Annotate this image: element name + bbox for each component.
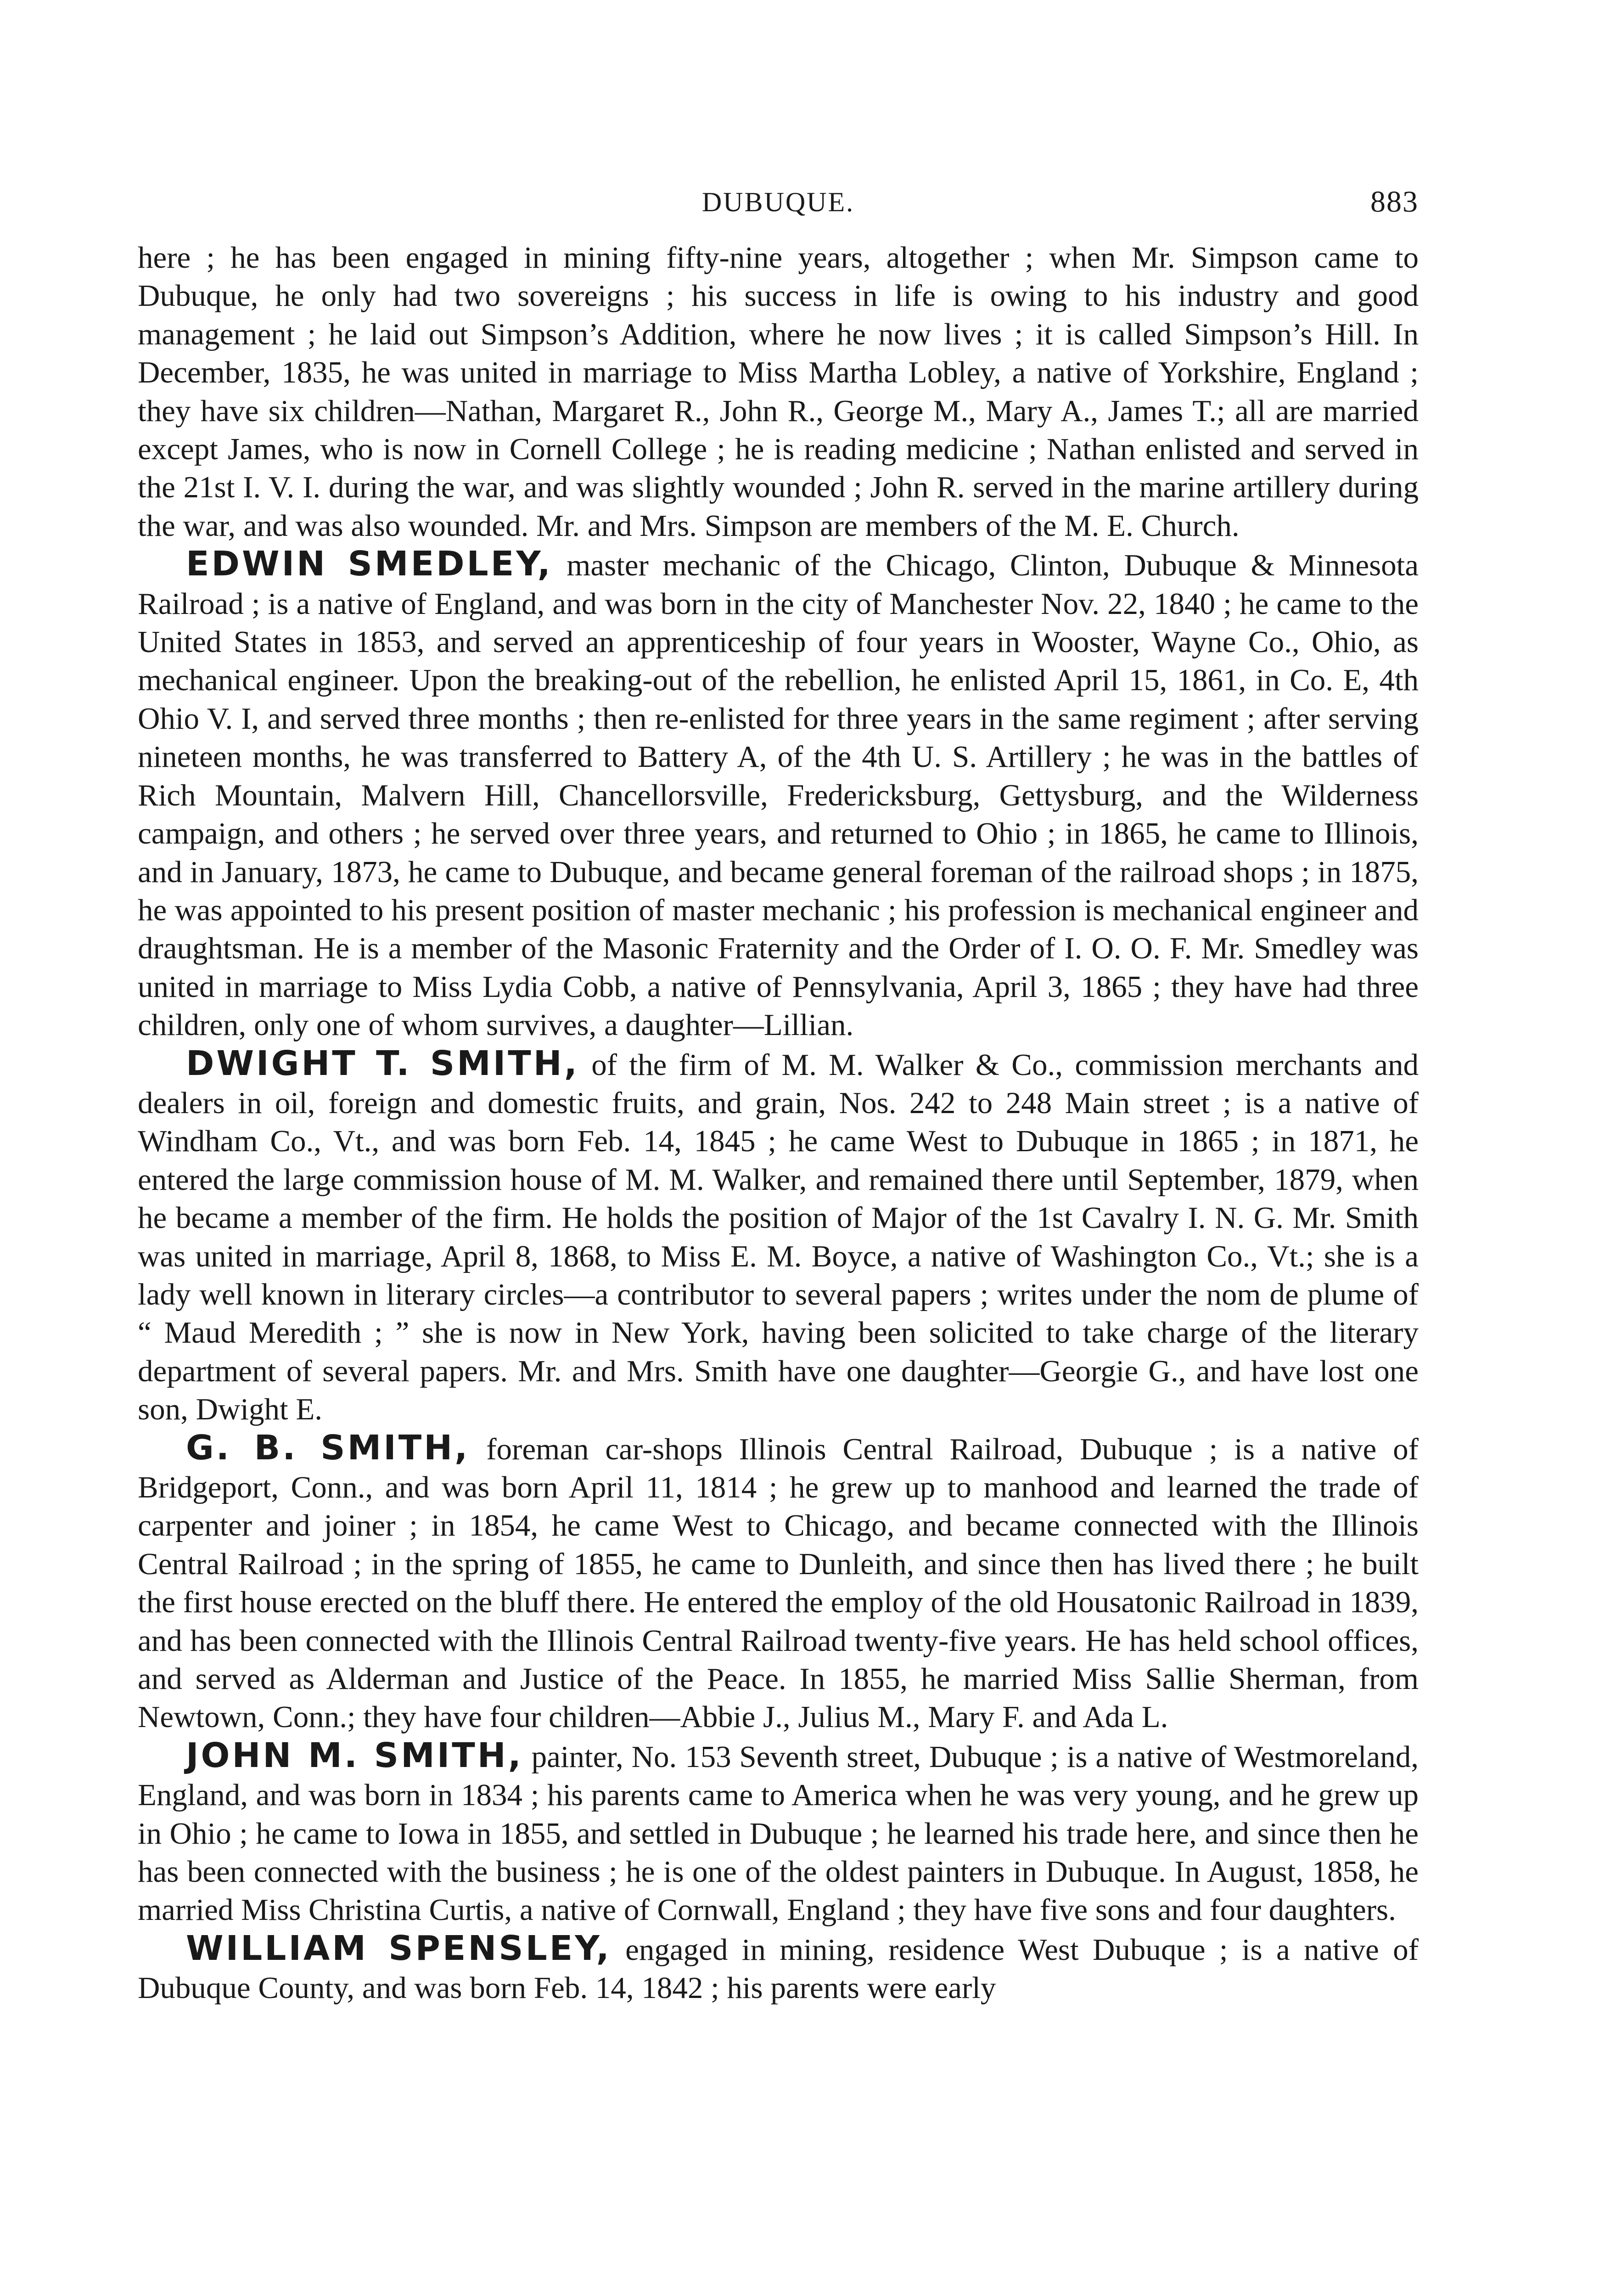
biography-entry (138, 545, 1419, 1044)
running-title: DUBUQUE. (701, 187, 855, 217)
entry-text: painter, No. 153 Seventh street, Dubuque ; is a native of Westmoreland, England, and was born in 1834 ; his parents came to America when he was very young, and he grew up in Ohio ; he came to Iowa in 1855, and settled in Dubuque ; he learned his trade here, and since then he has been connected with the business ; he is one of the oldest painters in Dubuque. In August, 1858, he married Miss Christina Curtis, a native of Cornwall, England ; they have five sons and four daughters. (138, 1739, 1419, 1927)
entry-text: foreman car-shops Illinois Central Railroad, Dubuque ; is a native of Bridgeport, Conn., and was born April 11, 1814 ; he grew up to manhood and learned the trade of carpenter and joiner ; in 1854, he came West to Chicago, and became connected with the Illinois Central Railroad ; in the spring of 1855, he came to Dunleith, and since then has lived there ; he built the first house erected on the bluff there. He entered the employ of the old Housatonic Railroad in 1839, and has been connected with the Illinois Central Railroad twenty-five years. He has held school offices, and served as Alderman and Justice of the Peace. In 1855, he married Miss Sallie Sherman, from Newtown, Conn.; they have four children—Abbie J., Julius M., Mary F. and Ada L. (138, 1432, 1419, 1734)
entry-text: engaged in mining, residence West Dubuque ; is a native of Dubuque County, and was born Feb. 14, 1842 ; his parents were early (138, 1932, 1419, 2005)
entry-text: of the firm of M. M. Walker & Co., commission merchants and dealers in oil, foreign and domestic fruits, and grain, Nos. 242 to 248 Main street ; is a native of Windham Co., Vt., and was born Feb. 14, 1845 ; he came West to Dubuque in 1865 ; in 1871, he entered the large commission house of M. M. Walker, and remained there until September, 1879, when he became a member of the firm. He holds the position of Major of the 1st Cavalry I. N. G. Mr. Smith was united in marriage, April 8, 1868, to Miss E. M. Boyce, a native of Washington Co., Vt.; she is a lady well known in literary circles—a contributor to several papers ; writes under the nom de plume of “ Maud Meredith ; ” she is now in New York, having been solicited to take charge of the literary department of several papers. Mr. and Mrs. Smith have one daughter—Georgie G., and have lost one son, Dwight E. (138, 1047, 1419, 1427)
entry-text: master mechanic of the Chicago, Clinton, Dubuque & Minnesota Railroad ; is a native of England, and was born in the city of Manchester Nov. 22, 1840 ; he came to the United States in 1853, and served an apprenticeship of four years in Wooster, Wayne Co., Ohio, as mechanical engineer. Upon the breaking-out of the rebellion, he enlisted April 15, 1861, in Co. E, 4th Ohio V. I, and served three months ; then re-enlisted for three years in the same regiment ; after serving nineteen months, he was transferred to Battery A, of the 4th U. S. Artillery ; he was in the battles of Rich Mountain, Malvern Hill, Chancellorsville, Fredericksburg, Gettysburg, and the Wilderness campaign, and others ; he served over three years, and returned to Ohio ; in 1865, he came to Illinois, and in January, 1873, he came to Dubuque, and became general foreman of the railroad shops ; in 1875, he was appointed to his present position of master mechanic ; his profession is mechanical engineer and draughtsman. He is a member of the Masonic Fraternity and the Order of I. O. O. F. Mr. Smedley was united in marriage to Miss Lydia Cobb, a native of Pennsylvania, April 3, 1865 ; they have had three children, only one of whom survives, a daughter—Lillian. (138, 548, 1419, 1042)
entry-name: EDWIN SMEDLEY, (186, 544, 553, 584)
entry-name: G. B. SMITH, (186, 1428, 470, 1468)
biography-entry (138, 1930, 1419, 2008)
biography-entry (138, 1429, 1419, 1737)
biography-entry (138, 1045, 1419, 1429)
text-column (138, 239, 1419, 2008)
entry-name: WILLIAM SPENSLEY, (186, 1928, 612, 1968)
entry-name: JOHN M. SMITH, (186, 1735, 523, 1775)
running-header (138, 181, 1419, 223)
continuation-paragraph: here ; he has been engaged in mining fifty-nine years, altogether ; when Mr. Simpson came to Dubuque, he only had two sovereigns ; his success in life is owing to his industry and good management ; he laid out Simpson’s Addition, where he now lives ; it is called Simpson’s Hill. In December, 1835, he was united in marriage to Miss Martha Lobley, a native of Yorkshire, England ; they have six children—Nathan, Margaret R., John R., George M., Mary A., James T.; all are married except James, who is now in Cornell College ; he is reading medicine ; Nathan enlisted and served in the 21st I. V. I. during the war, and was slightly wounded ; John R. served in the marine artillery during the war, and was also wounded. Mr. and Mrs. Simpson are members of the M. E. Church. (138, 241, 1419, 543)
biography-entry (138, 1737, 1419, 1930)
entry-name: DWIGHT T. SMITH, (186, 1043, 579, 1083)
page-number: 883 (1370, 185, 1419, 219)
